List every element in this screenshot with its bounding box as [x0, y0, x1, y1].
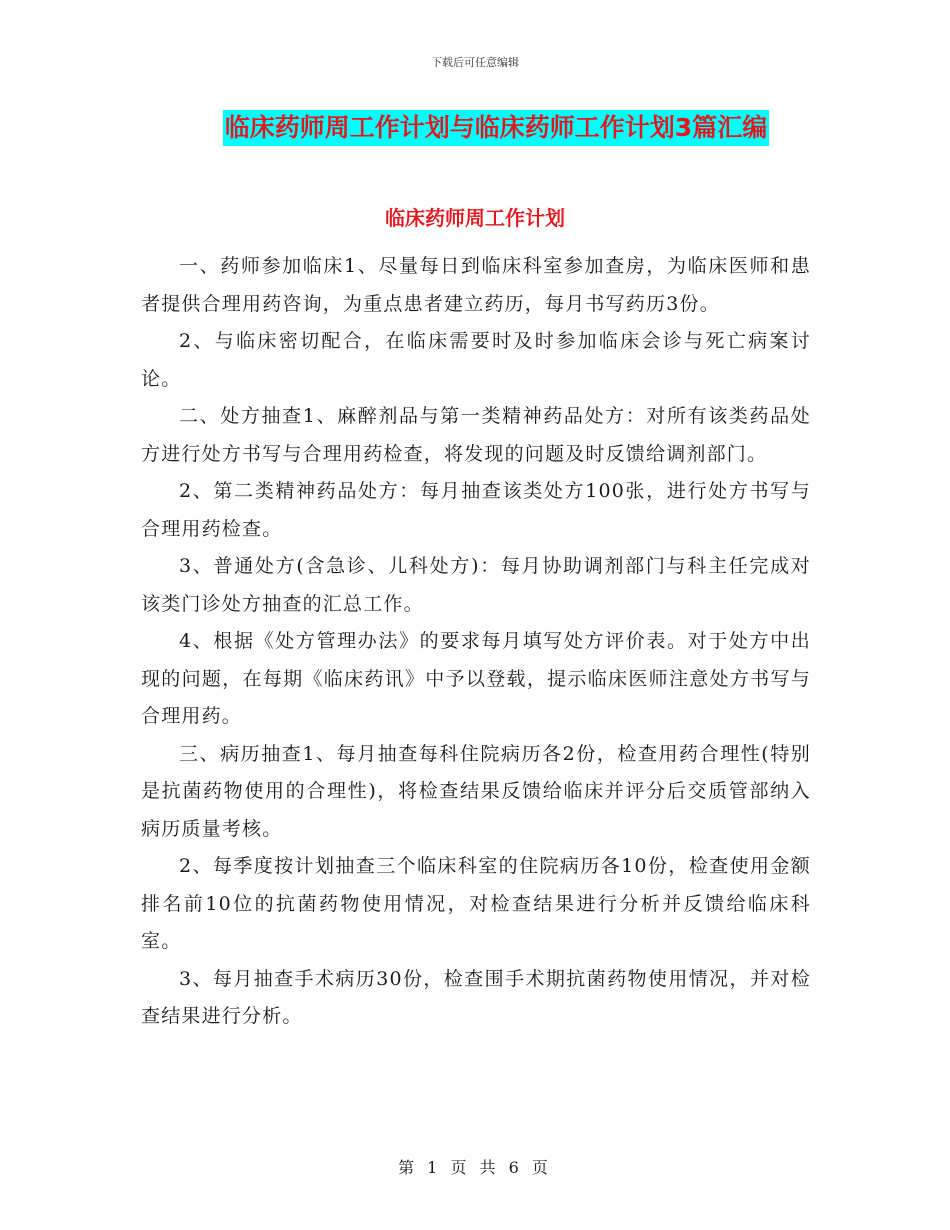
paragraph: 二、处方抽查1、麻醉剂品与第一类精神药品处方：对所有该类药品处方进行处方书写与合理用药检查，将发现的问题及时反馈给调剂部门。 [141, 405, 811, 465]
paragraph: 3、每月抽查手术病历30份，检查围手术期抗菌药物使用情况，并对检查结果进行分析。 [141, 967, 811, 1027]
paragraph: 三、病历抽查1、每月抽查每科住院病历各2份，检查用药合理性(特别是抗菌药物使用的合理性)，将检查结果反馈给临床并评分后交质管部纳入病历质量考核。 [141, 742, 811, 840]
paragraph: 2、每季度按计划抽查三个临床科室的住院病历各10份，检查使用金额排名前10位的抗菌药物使用情况，对检查结果进行分析并反馈给临床科室。 [141, 855, 811, 952]
document-title-container [0, 110, 950, 146]
page-number: 第 1 页 共 6 页 [398, 1158, 552, 1177]
document-title: 临床药师周工作计划与临床药师工作计划3篇汇编 [223, 110, 769, 146]
paragraph: 2、第二类精神药品处方：每月抽查该类处方100张，进行处方书写与合理用药检查。 [141, 480, 811, 540]
section-title: 临床药师周工作计划 [385, 206, 565, 230]
document-body [141, 248, 811, 1036]
paragraph: 一、药师参加临床1、尽量每日到临床科室参加查房，为临床医师和患者提供合理用药咨询，为重点患者建立药历，每月书写药历3份。 [141, 255, 811, 315]
paragraph: 3、普通处方(含急诊、儿科处方)：每月协助调剂部门与科主任完成对该类门诊处方抽查的汇总工作。 [141, 555, 811, 615]
paragraph: 2、与临床密切配合，在临床需要时及时参加临床会诊与死亡病案讨论。 [141, 330, 811, 390]
header-note: 下载后可任意编辑 [431, 56, 519, 69]
paragraph: 4、根据《处方管理办法》的要求每月填写处方评价表。对于处方中出现的问题，在每期《临床药讯》中予以登载，提示临床医师注意处方书写与合理用药。 [141, 630, 811, 727]
